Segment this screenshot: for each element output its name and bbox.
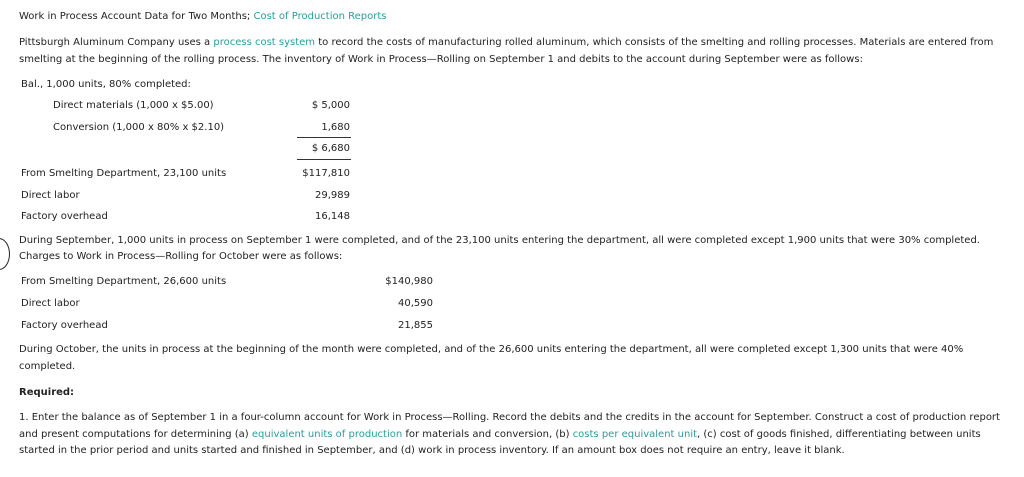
overhead-oct-label: Factory overhead [21, 320, 108, 331]
intro-text-2: to record the costs of manufacturing rolled aluminum, which consists of the smelting and rolling processes. Materials are entered from smelting at the beginning of the rolling process. The inventory of Work in Process—Rolling on September 1 and debits to the account during September were as follows: [19, 37, 994, 65]
intro-paragraph [19, 35, 1014, 68]
direct-materials-label: Direct materials (1,000 x $5.00) [53, 100, 214, 111]
conversion-amount: 1,680 [321, 122, 350, 133]
subtotal-rule [297, 137, 351, 138]
direct-labor-sept-amount: 29,989 [315, 190, 350, 201]
total-rule [297, 159, 351, 160]
required-text-1: 1. Enter the balance as of September 1 in a four-column account for Work in Process—Rolling. Record the debits and the credits in the account for September. Construct a cost of production report and present computations for determining (a) [19, 412, 1000, 440]
overhead-sept-amount: 16,148 [315, 211, 350, 222]
direct-labor-oct-amount: 40,590 [398, 298, 433, 309]
required-text-2: for materials and conversion, (b) [402, 428, 573, 440]
header-title: Work in Process Account Data for Two Months; [19, 11, 251, 22]
header-link[interactable]: Cost of Production Reports [253, 11, 387, 22]
required-heading: Required: [19, 387, 75, 398]
direct-labor-oct-label: Direct labor [21, 298, 80, 309]
conversion-label: Conversion (1,000 x 80% x $2.10) [53, 122, 225, 133]
overhead-oct-amount: 21,855 [398, 320, 433, 331]
process-cost-system-link[interactable]: process cost system [213, 37, 316, 48]
equivalent-units-link[interactable]: equivalent units of production [251, 428, 403, 440]
smelting-sept-label: From Smelting Department, 23,100 units [21, 168, 227, 179]
direct-labor-sept-label: Direct labor [21, 190, 80, 201]
cost-per-equivalent-unit-link[interactable]: costs per equivalent unit [572, 428, 698, 440]
september-text-line1: During September, 1,000 units in process on September 1 were completed, and of the 23,100 units entering the department, all were completed except 1,900 units that were 30% completed. [19, 235, 980, 246]
balance-total: $ 6,680 [311, 143, 350, 154]
circle-marker [0, 238, 10, 270]
september-text-line2: Charges to Work in Process—Rolling for October were as follows: [19, 251, 343, 262]
smelting-oct-label: From Smelting Department, 26,600 units [21, 276, 227, 287]
smelting-sept-amount: $117,810 [302, 168, 350, 179]
overhead-sept-label: Factory overhead [21, 211, 108, 222]
balance-label: Bal., 1,000 units, 80% completed: [21, 79, 191, 90]
direct-materials-amount: $ 5,000 [311, 100, 350, 111]
required-paragraph [19, 410, 1016, 460]
page-header [19, 11, 386, 22]
intro-text-1: Pittsburgh Aluminum Company uses a [19, 37, 214, 48]
required-text-3: , (c) cost of goods finished, differentiating between units started in the prior period and units started and finished in September, and (d) work in process inventory. If an amount box does not require an entry, leave it blank. [19, 428, 981, 456]
smelting-oct-amount: $140,980 [385, 276, 433, 287]
october-text: During October, the units in process at the beginning of the month were completed, and of the 26,600 units entering the department, all were completed except 1,300 units that were 40% completed. [19, 344, 964, 372]
